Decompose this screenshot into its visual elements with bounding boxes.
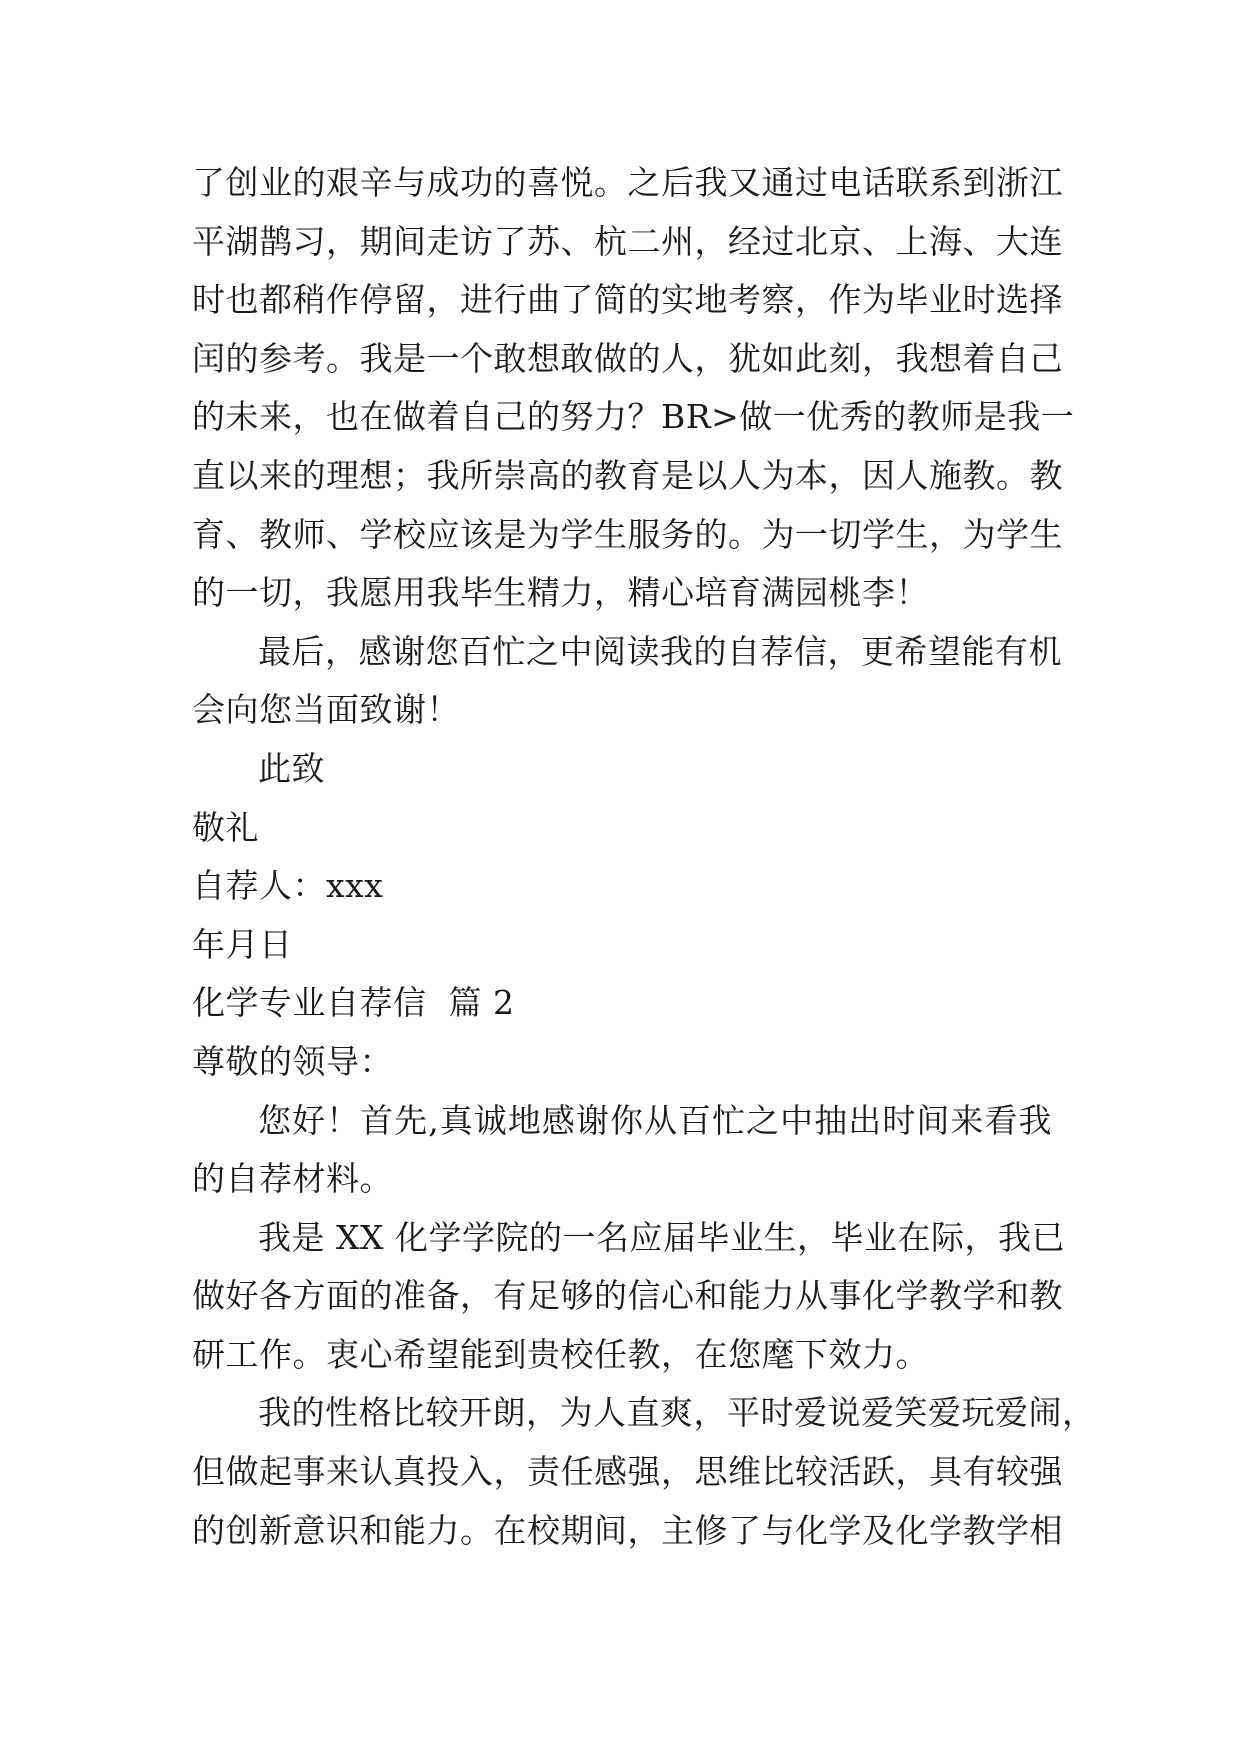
- signer-line: 自荐人：xxx: [192, 866, 384, 906]
- text-line: 时也都稍作停留，进行曲了简的实地考察，作为毕业时选择: [192, 280, 1063, 320]
- paragraph-personality: [192, 1384, 1096, 1560]
- text-line: 我是 XX 化学学院的一名应届毕业生，毕业在际，我已: [258, 1217, 1065, 1257]
- section-title: 化学专业自荐信 篇 2: [192, 983, 515, 1023]
- greeting-line: 尊敬的领导：: [192, 1041, 393, 1081]
- text-line: 育、教师、学校应该是为学生服务的。为一切学生，为学生: [192, 514, 1063, 554]
- text-line: 了创业的艰辛与成功的喜悦。之后我又通过电话联系到浙江: [192, 163, 1063, 202]
- paragraph-previous-continuation: [192, 154, 1075, 623]
- text-line: 但做起事来认真投入，责任感强，思维比较活跃，具有较强: [192, 1452, 1063, 1492]
- date-line: 年月日: [192, 924, 293, 964]
- text-line: 研工作。衷心希望能到贵校任教，在您麾下效力。: [192, 1334, 929, 1374]
- text-line: 的自荐材料。: [192, 1159, 393, 1199]
- text-line: 您好！首先,真诚地感谢你从百忙之中抽出时间来看我: [258, 1100, 1052, 1140]
- text-line: 的创新意识和能力。在校期间，主修了与化学及化学教学相: [192, 1510, 1063, 1550]
- salute-line: 敬礼: [192, 807, 259, 847]
- text-line: 平湖鹊习，期间走访了苏、杭二州，经过北京、上海、大连: [192, 221, 1063, 261]
- text-line: 会向您当面致谢！: [192, 690, 460, 730]
- paragraph-hello: [192, 1092, 1052, 1209]
- text-line: 直以来的理想；我所崇高的教育是以人为本，因人施教。教: [192, 455, 1063, 495]
- paragraph-introduction: [192, 1209, 1065, 1385]
- letter-page: [192, 154, 1096, 1560]
- closing-line: 此致: [258, 748, 325, 788]
- text-line: 最后，感谢您百忙之中阅读我的自荐信，更希望能有机: [258, 631, 1062, 671]
- paragraph-thanks: [192, 623, 1062, 740]
- text-line: 闰的参考。我是一个敢想敢做的人，犹如此刻，我想着自己: [192, 338, 1063, 378]
- text-line: 的一切，我愿用我毕生精力，精心培育满园桃李！: [192, 573, 929, 613]
- text-line: 的未来，也在做着自己的努力？BR>做一优秀的教师是我一: [192, 397, 1075, 437]
- text-line: 我的性格比较开朗，为人直爽，平时爱说爱笑爱玩爱闹，: [258, 1393, 1096, 1433]
- text-line: 做好各方面的准备，有足够的信心和能力从事化学教学和教: [192, 1276, 1063, 1316]
